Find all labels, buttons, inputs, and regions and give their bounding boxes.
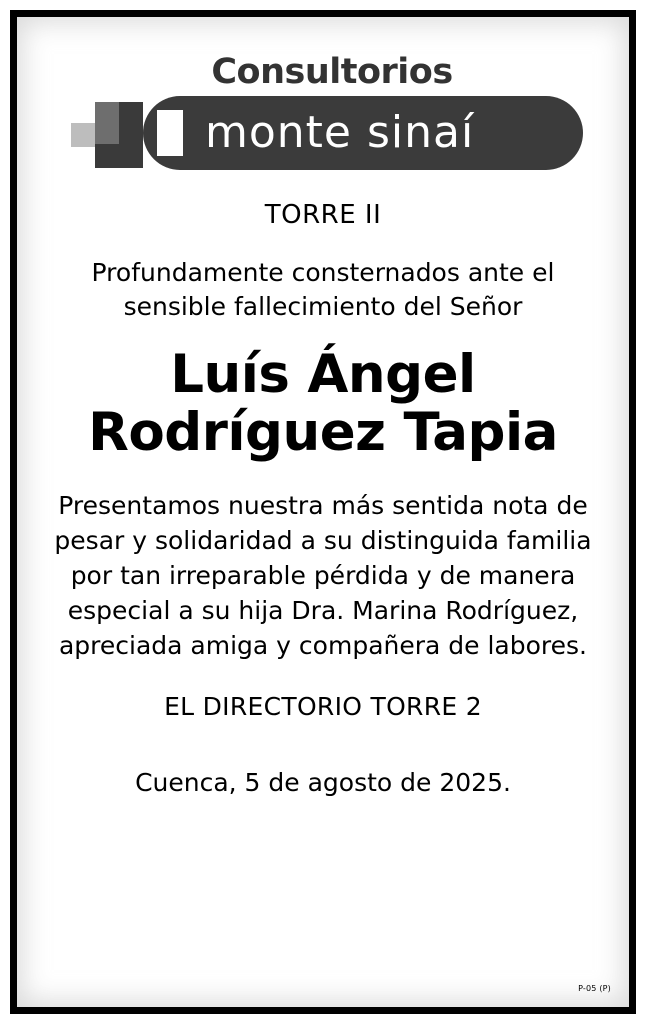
deceased-name bbox=[43, 346, 603, 462]
lead-text: Profundamente consternados ante el sensible fallecimiento del Señor bbox=[91, 258, 555, 321]
condolence-body-text: Presentamos nuestra más sentida nota de pesar y solidaridad a su distinguida familia por tan irreparable pérdida y de manera especial a su hija Dra. Marina Rodríguez, apreciada amiga y compañera de labores. bbox=[54, 491, 592, 660]
tower-label: TORRE II bbox=[264, 200, 382, 230]
deceased-name-line1: Luís Ángel bbox=[170, 344, 476, 405]
logo-bar bbox=[143, 96, 583, 170]
notice-content bbox=[17, 17, 629, 1007]
logo-block bbox=[43, 52, 603, 174]
logo-top-text: Consultorios bbox=[211, 52, 453, 92]
place-date-text: Cuenca, 5 de agosto de 2025. bbox=[135, 768, 511, 797]
logo-bar-wrap bbox=[63, 96, 583, 174]
deceased-name-line2: Rodríguez Tapia bbox=[88, 402, 558, 463]
logo-wordmark: monte sinaí bbox=[205, 107, 475, 158]
signature-text: EL DIRECTORIO TORRE 2 bbox=[164, 692, 482, 721]
logo-bar-notch bbox=[157, 110, 183, 156]
notice-frame bbox=[10, 10, 636, 1014]
print-code: P-05 (P) bbox=[578, 984, 611, 993]
